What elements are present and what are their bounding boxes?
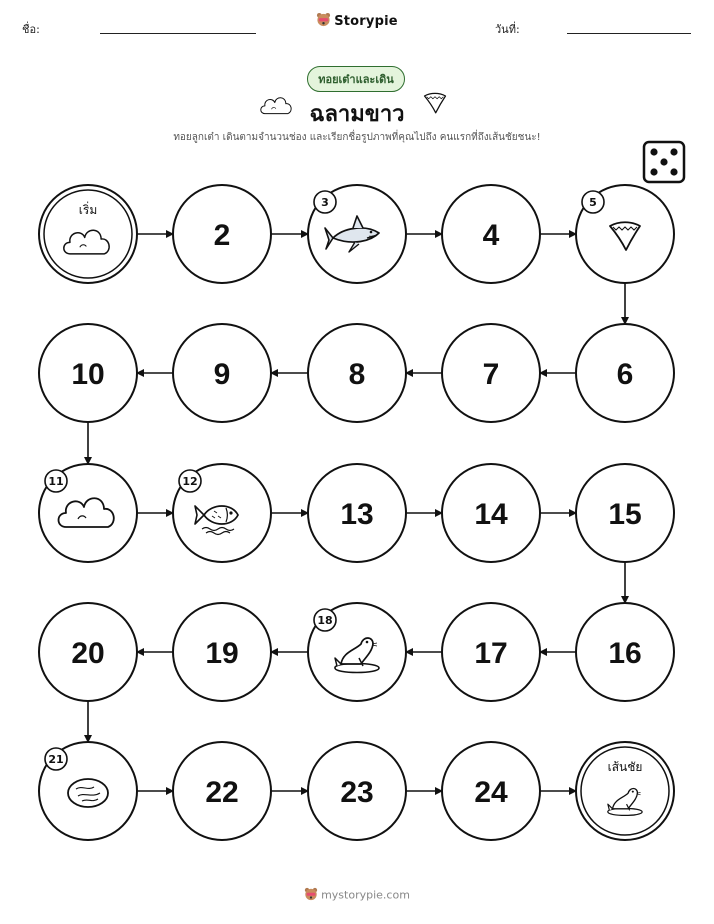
board-space-16[interactable] [576,603,674,701]
space-number-badge: 11 [48,475,64,488]
board-space-6[interactable] [576,324,674,422]
space-number: 15 [608,498,642,531]
space-number: 23 [340,776,374,809]
space-number-badge: 21 [48,753,64,766]
space-number: 6 [616,358,634,391]
space-number: 4 [482,219,500,252]
instructions: ทอยลูกเต๋า เดินตามจำนวนช่อง และเรียกชื่อรูปภาพที่คุณไปถึง คนแรกที่ถึงเส้นชัยชนะ! [173,132,541,143]
space-number: 2 [213,219,231,252]
board-space-19[interactable] [173,603,271,701]
board-space-4[interactable] [442,185,540,283]
space-number: 9 [213,358,231,391]
space-number-badge: 5 [589,196,597,209]
board-space-14[interactable] [442,464,540,562]
space-number: 24 [474,776,508,809]
space-number-badge: 3 [321,196,329,209]
board-space-17[interactable] [442,603,540,701]
board-space-10[interactable] [39,324,137,422]
start-label: เริ่ม [78,203,98,217]
board-space-23[interactable] [308,742,406,840]
finish-label: เส้นชัย [607,760,643,774]
board-space-7[interactable] [442,324,540,422]
name-label: ชื่อ: [22,23,40,36]
activity-badge: ทอยเต๋าและเดิน [307,66,405,92]
space-number: 8 [348,358,366,391]
board-space-20[interactable] [39,603,137,701]
board-space-18[interactable] [308,603,406,701]
page-title: ฉลามขาว [309,102,405,127]
space-number: 14 [474,498,508,531]
board-space-24[interactable] [442,742,540,840]
space-number: 19 [205,637,239,670]
dice-five-icon[interactable] [644,142,684,182]
board-space-5[interactable] [576,185,674,283]
space-number-badge: 12 [182,475,198,488]
date-label: วันที่: [495,23,520,36]
board-space-13[interactable] [308,464,406,562]
meat-icon [68,779,108,807]
board-space-2[interactable] [173,185,271,283]
board-space-25[interactable] [576,742,674,840]
footer-url: mystorypie.com [321,888,410,902]
board-space-3[interactable] [308,185,406,283]
board-space-15[interactable] [576,464,674,562]
title-shark-tooth-icon [425,93,446,112]
space-number: 7 [482,358,500,391]
board-space-9[interactable] [173,324,271,422]
board-space-12[interactable] [173,464,271,562]
space-number: 16 [608,637,642,670]
space-number: 10 [71,358,105,391]
footer [0,887,714,904]
space-number: 17 [474,637,508,670]
board-space-8[interactable] [308,324,406,422]
space-number: 13 [340,498,374,531]
space-number: 20 [71,637,105,670]
board-space-1[interactable] [39,185,137,283]
bear-logo-icon [304,887,318,904]
board-space-21[interactable] [39,742,137,840]
title-cloud-icon [261,98,291,114]
space-number-badge: 18 [317,614,333,627]
board-space-11[interactable] [39,464,137,562]
board-space-22[interactable] [173,742,271,840]
brand-name: Storypie [334,14,398,29]
space-number: 22 [205,776,239,809]
